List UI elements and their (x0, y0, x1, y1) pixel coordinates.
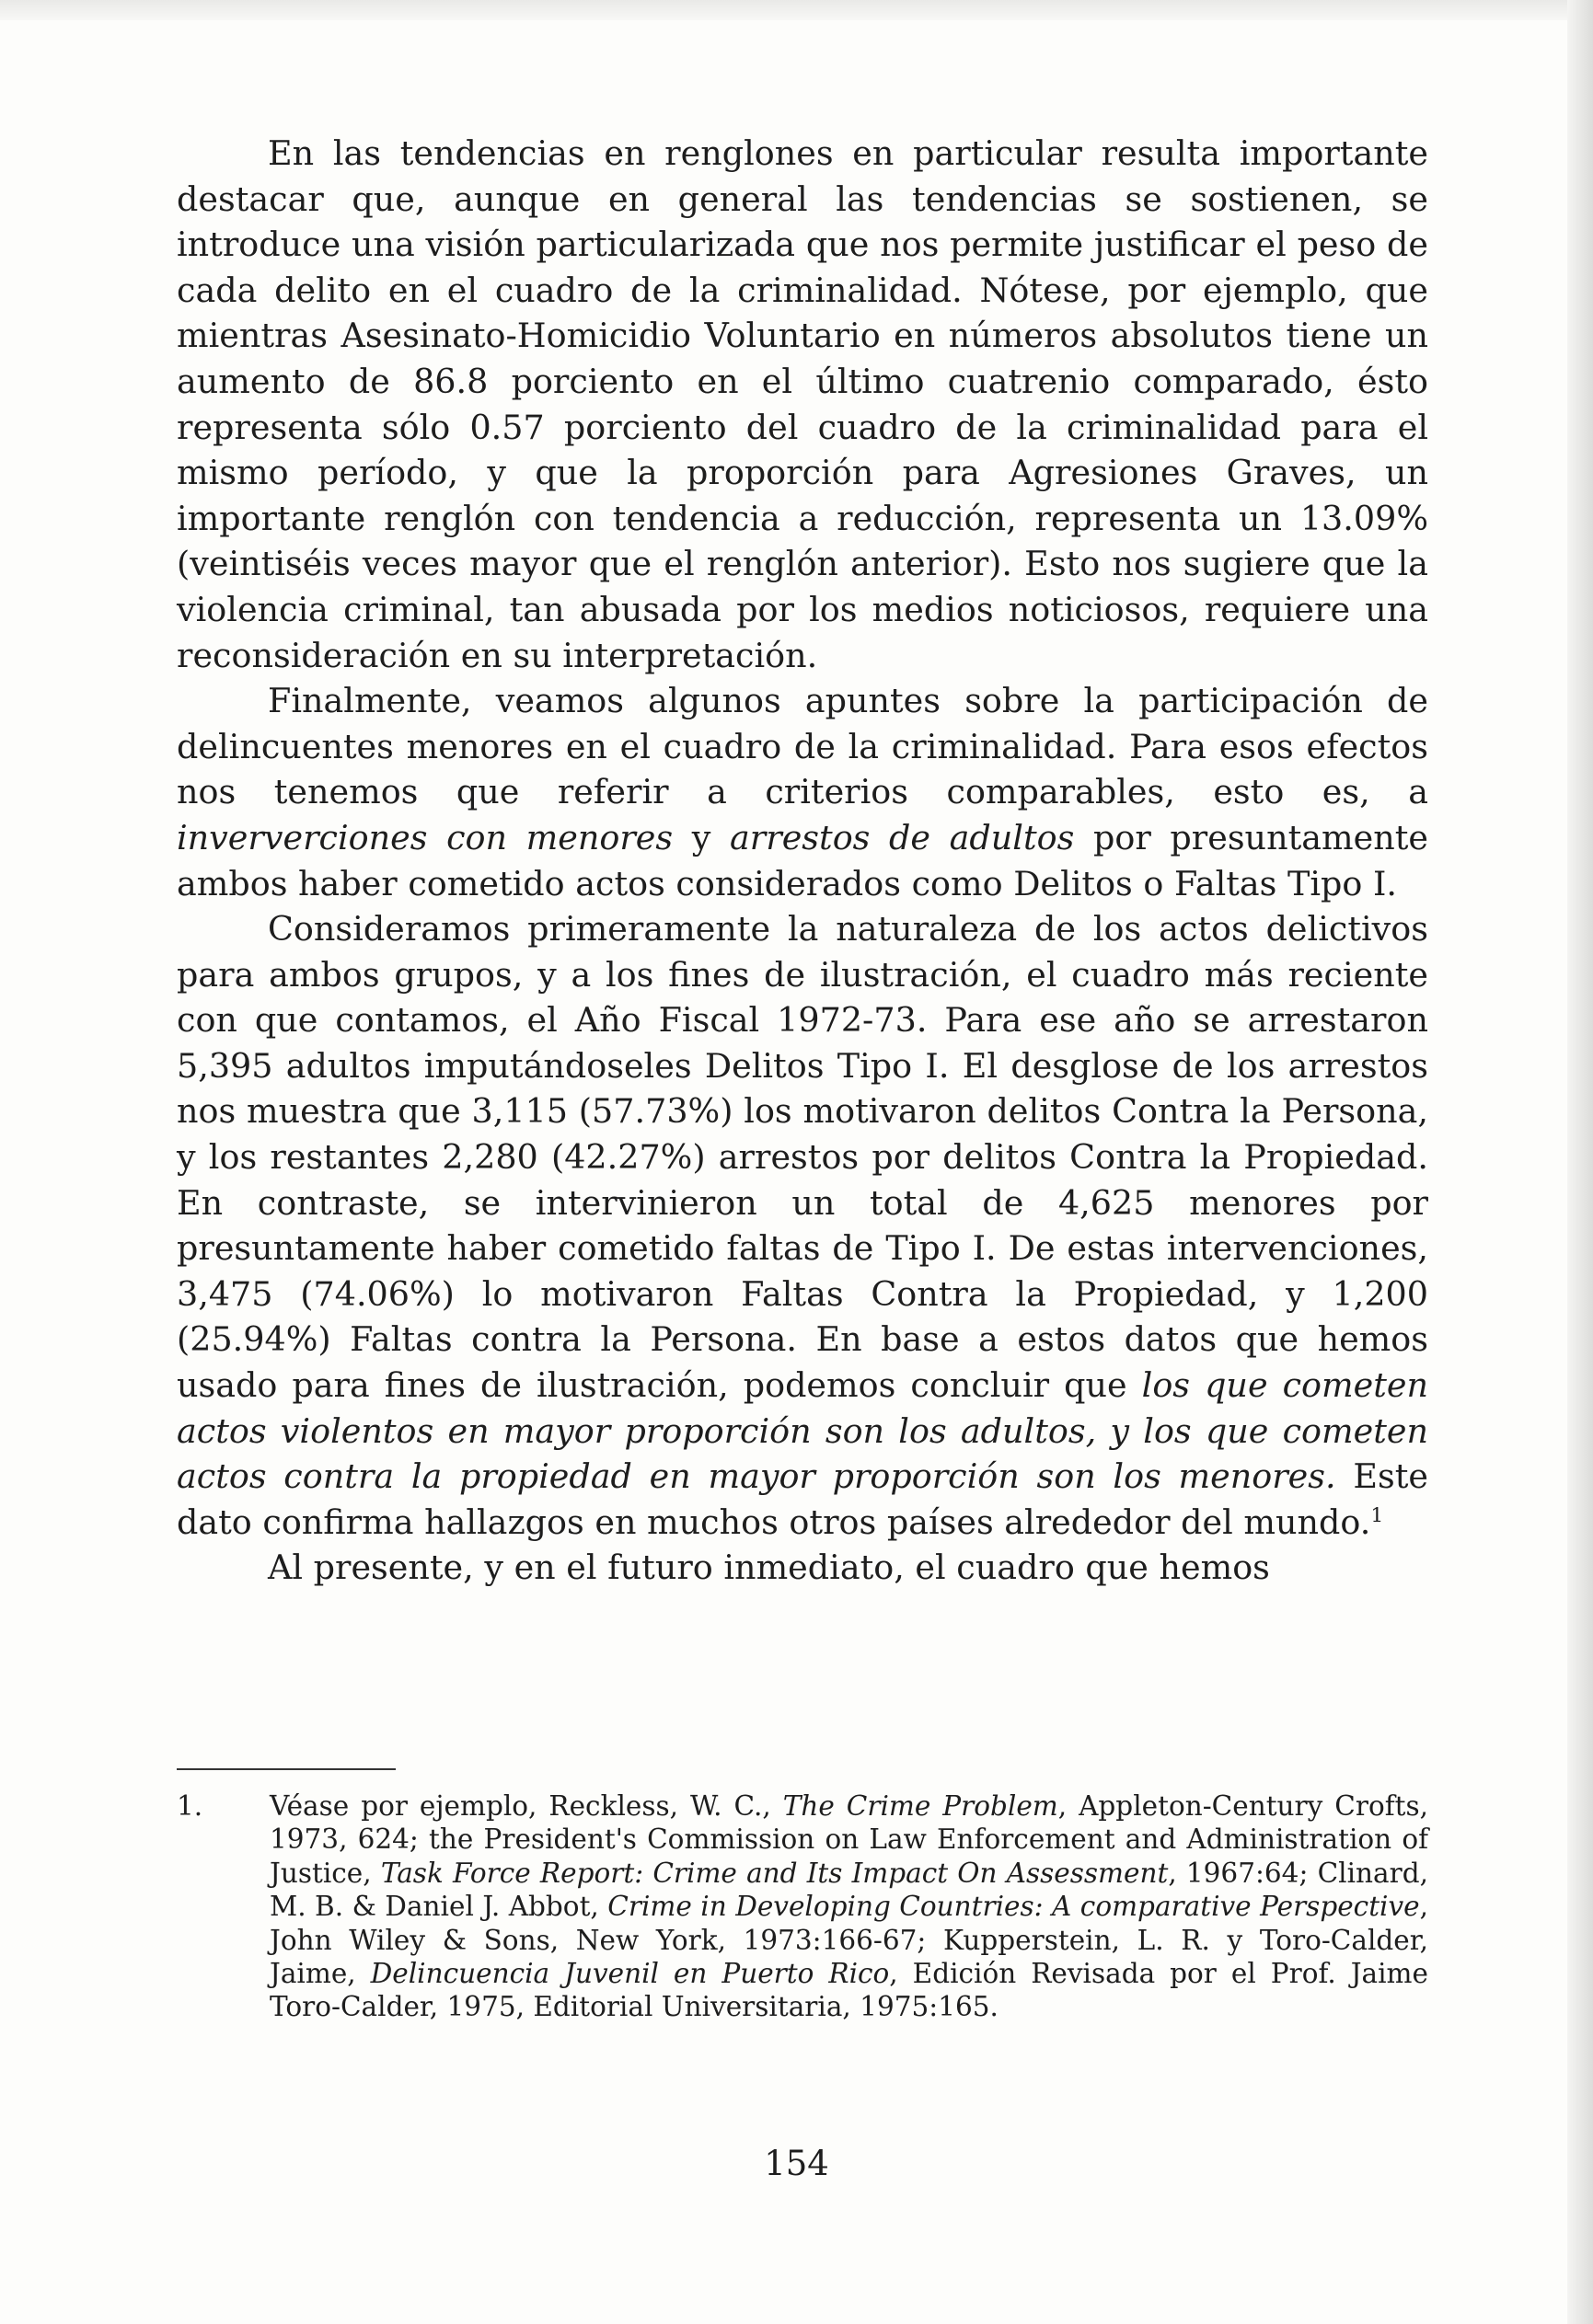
paragraph (177, 906, 1428, 1545)
footnote-body (270, 1789, 1428, 2024)
page-number: 154 (764, 2144, 829, 2183)
footnote-italic-run: Delincuencia Juvenil en Puerto Rico (370, 1958, 890, 1990)
text-run: Al presente, y en el futuro inmediato, el cuadro que hemos (268, 1547, 1270, 1588)
text-run: y (673, 817, 731, 857)
paragraph (177, 678, 1428, 906)
footnote-reference[interactable]: 1 (1370, 1503, 1384, 1527)
italic-run: los que cometen actos violentos en mayor proporción son los adultos, y los que cometen actos contra la propiedad en mayor proporción son los menores. (177, 1365, 1428, 1497)
page-right-edge (1567, 0, 1593, 2324)
text-run: En las tendencias en renglones en particular resulta importante destacar que, aunque en general las tendencias se sostienen, se introduce una visión particularizada que nos permite justificar el peso de cada delito en el cuadro de la criminalidad. Nótese, por ejemplo, que mientras Asesinato-Homicidio Voluntario en números absolutos tiene un aumento de 86.8 porciento en el último cuatrenio comparado, ésto representa sólo 0.57 porciento del cuadro de la criminalidad para el mismo período, y que la proporción para Agresiones Graves, un importante renglón con tendencia a reducción, representa un 13.09% (veintiséis veces mayor que el renglón anterior). Esto nos sugiere que la violencia criminal, tan abusada por los medios noticiosos, requiere una reconsideración en su interpretación. (177, 133, 1428, 675)
text-run: Este dato confirma hallazgos en muchos otros países alrededor del mundo. (177, 1456, 1428, 1542)
footnote-text-run: , Appleton-Century Crofts, 1973, 624; the President's Commission on Law Enforcement and Administration of Justice, (270, 1790, 1429, 1889)
footnote-text-run: , 1967:64; Clinard, M. B. & Daniel J. Abbot, (270, 1857, 1428, 1923)
italic-run: inververciones con menores (177, 817, 674, 857)
body-text (177, 131, 1428, 1591)
text-run: por presuntamente ambos haber cometido actos considerados como Delitos o Faltas Tipo I. (177, 817, 1428, 903)
text-run: Consideramos primeramente la naturaleza de los actos delictivos para ambos grupos, y a los fines de ilustración, el cuadro más reciente con que contamos, el Año Fiscal 1972-73. Para ese año se arrestaron 5,395 adultos imputándoseles Delitos Tipo I. El desglose de los arrestos nos muestra que 3,115 (57.73%) los motivaron delitos Contra la Persona, y los restantes 2,280 (42.27%) arrestos por delitos Contra la Propiedad. En contraste, se intervinieron un total de 4,625 menores por presuntamente haber cometido faltas de Tipo I. De estas intervenciones, 3,475 (74.06%) lo motivaron Faltas Contra la Propiedad, y 1,200 (25.94%) Faltas contra la Persona. En base a estos datos que hemos usado para fines de ilustración, podemos concluir que (177, 909, 1428, 1406)
footnote-divider (177, 1768, 396, 1770)
footnote-text-run: Véase por ejemplo, Reckless, W. C., (270, 1790, 783, 1822)
footnote-text-run: , John Wiley & Sons, New York, 1973:166-67; Kupperstein, L. R. y Toro-Calder, Jaime, (270, 1891, 1428, 1990)
footnote-italic-run: Task Force Report: Crime and Its Impact On Assessment (380, 1857, 1169, 1889)
text-run: Finalmente, veamos algunos apuntes sobre la participación de delincuentes menores en el cuadro de la criminalidad. Para esos efectos nos tenemos que referir a criterios comparables, esto es, a (177, 681, 1428, 812)
page-top-edge (0, 0, 1593, 20)
footnote-italic-run: Crime in Developing Countries: A comparative Perspective (607, 1891, 1420, 1923)
footnote-text-run: , Edición Revisada por el Prof. Jaime Toro-Calder, 1975, Editorial Universitaria, 1975:165. (270, 1958, 1428, 2023)
footnote-italic-run: The Crime Problem (782, 1790, 1058, 1822)
footnote (177, 1789, 1428, 2024)
footnote-number: 1. (177, 1790, 203, 1822)
italic-run: arrestos de adultos (730, 817, 1075, 857)
paragraph (177, 131, 1428, 678)
paragraph (177, 1545, 1428, 1591)
